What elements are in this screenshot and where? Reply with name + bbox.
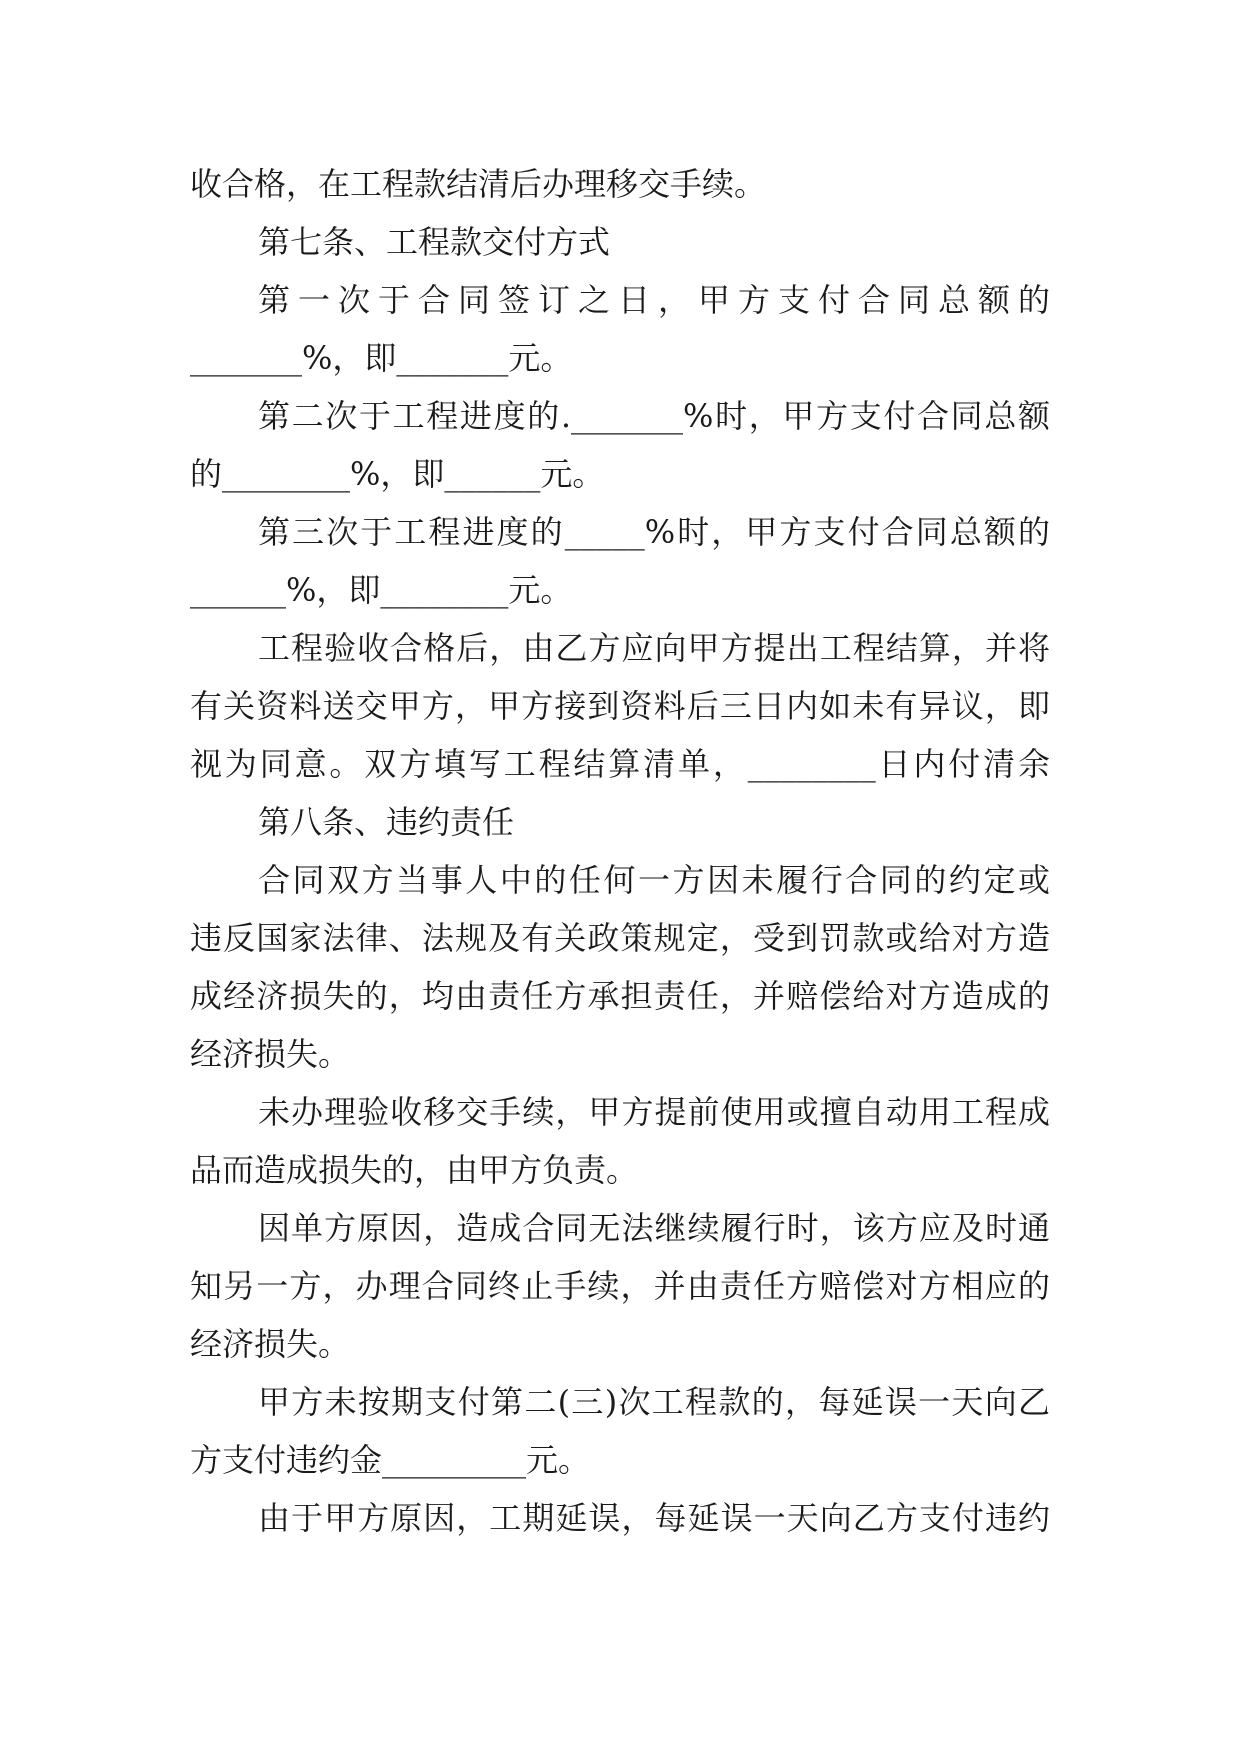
text-line: 方支付违约金_________元。 xyxy=(190,1441,591,1479)
text-line: 品而造成损失的，由甲方负责。 xyxy=(190,1151,639,1189)
text-line: 第三次于工程进度的_____%时，甲方支付合同总额的 xyxy=(258,513,1050,551)
text-line: 第一次于合同签订之日，甲方支付合同总额的 xyxy=(258,281,1050,319)
text-line: _______%，即_______元。 xyxy=(190,339,573,377)
text-line: 第八条、违约责任 xyxy=(258,803,515,841)
text-line: ______%，即________元。 xyxy=(190,571,573,609)
document-body xyxy=(190,155,1050,1547)
text-line: 有关资料送交甲方，甲方接到资料后三日内如未有异议，即 xyxy=(190,687,1050,725)
text-line: 第七条、工程款交付方式 xyxy=(258,223,611,261)
text-line: 的________%，即______元。 xyxy=(190,455,605,493)
text-line: 违反国家法律、法规及有关政策规定，受到罚款或给对方造 xyxy=(190,919,1050,957)
text-line: 第二次于工程进度的._______%时，甲方支付合同总额 xyxy=(258,397,1050,435)
text-line: 成经济损失的，均由责任方承担责任，并赔偿给对方造成的 xyxy=(190,977,1050,1015)
text-line: 甲方未按期支付第二(三)次工程款的，每延误一天向乙 xyxy=(258,1383,1050,1421)
text-line: 合同双方当事人中的任何一方因未履行合同的约定或 xyxy=(258,861,1050,899)
text-line: 知另一方，办理合同终止手续，并由责任方赔偿对方相应的 xyxy=(190,1267,1050,1305)
text-line: 收合格，在工程款结清后办理移交手续。 xyxy=(190,165,767,203)
text-line: 工程验收合格后，由乙方应向甲方提出工程结算，并将 xyxy=(258,629,1050,667)
text-line: 因单方原因，造成合同无法继续履行时，该方应及时通 xyxy=(258,1209,1050,1247)
text-line: 经济损失。 xyxy=(190,1035,351,1073)
text-line: 经济损失。 xyxy=(190,1325,351,1363)
text-line: 由于甲方原因，工期延误，每延误一天向乙方支付违约 xyxy=(258,1499,1050,1537)
text-line: 未办理验收移交手续，甲方提前使用或擅自动用工程成 xyxy=(258,1093,1050,1131)
text-line: 视为同意。双方填写工程结算清单，________日内付清余 xyxy=(190,745,1050,783)
